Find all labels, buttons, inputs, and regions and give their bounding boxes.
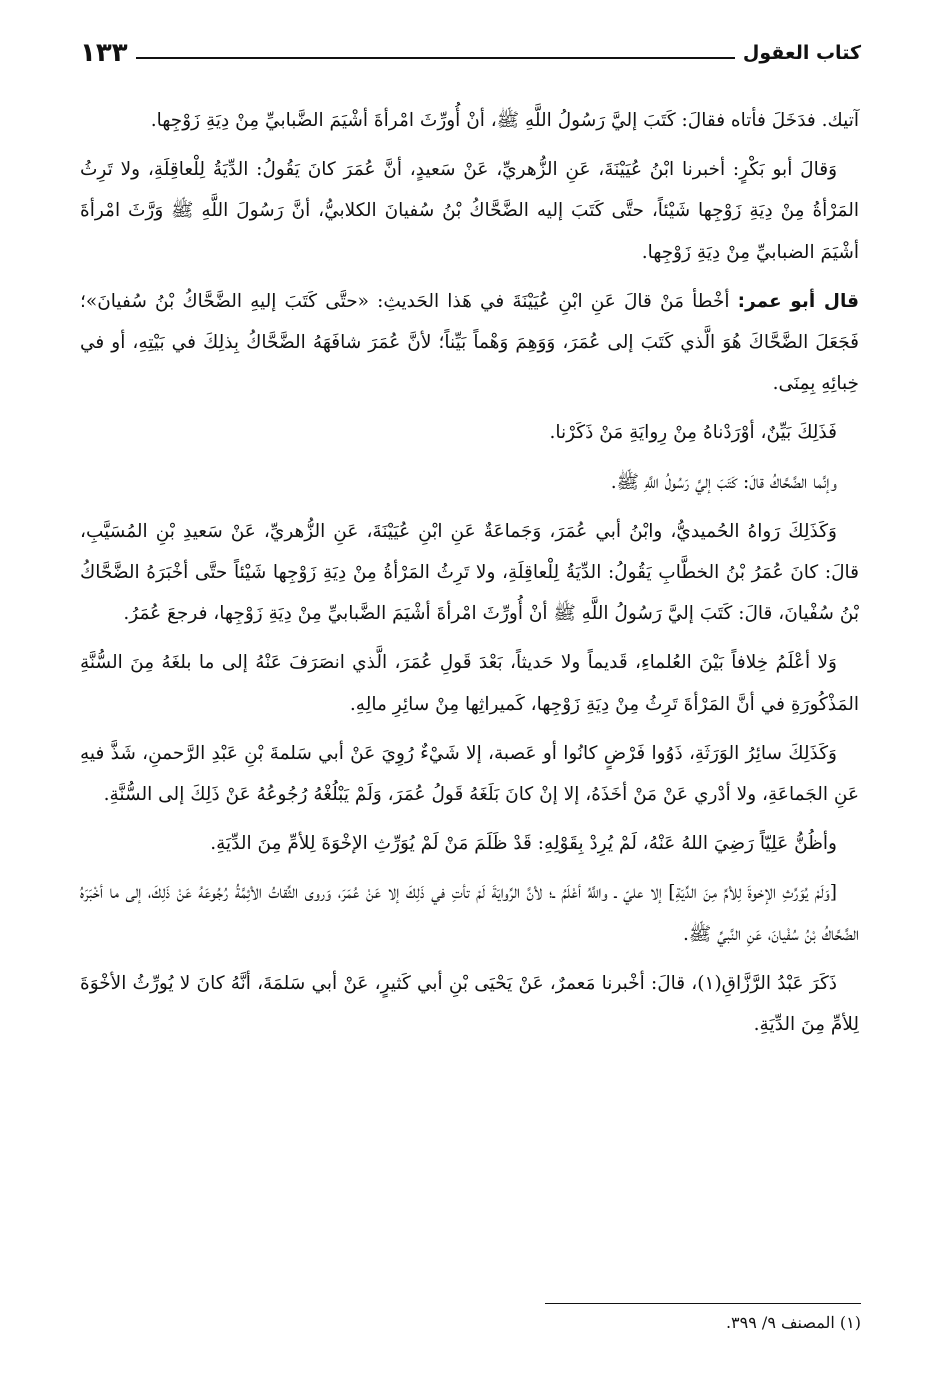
paragraph: وَكَذَلِكَ سائِرُ الوَرَثَةِ، ذَوُوا فَرْضٍ كانُوا أو عَصبة، إلا شَيْءٌ رُوِيَ عَنْ أبي سَلمةَ بْنِ عَبْدِ الرَّحمنِ، شَذَّ فيهِ عَنِ الجَماعَةِ، ولا أدْري عَنْ مَنْ أخَذَهُ، إلا إنْ كانَ بَلَغَهُ قَولُ عُمَرَ، وَلَمْ يَبْلُغْهُ رُجُوعُهُ عَنْ ذَلِكَ إلى السُّنَّةِ.: [80, 742, 859, 806]
paragraph-body: أخْطأ مَنْ قالَ عَنِ ابْنِ عُيَيْنَةَ في هَذا الحَديثِ: «حتَّى كَتَبَ إليهِ الضَّحَّاكُ بْنُ سُفيانَ»؛ فَجَعَلَ الضَّحَّاكَ هُوَ الَّذي كَتَبَ إلى عُمَرَ، وَوَهِمَ وَهْماً بَيِّناً؛ لأنَّ عُمَرَ شافَهَهُ الضَّحَّاكُ بِذلِكَ في بَيْتِهِ، أو في خِبائِهِ بِمِنَى.: [80, 290, 859, 395]
paragraph: وَلا أعْلَمُ خِلافاً بَيْنَ العُلماءِ، قَديماً ولا حَديثاً، بَعْدَ قَولِ عُمَرَ، الَّذي انصَرَفَ عَنْهُ إلى ما بلغَهُ مِنَ السُّنَّةِ المَذْكُورَةِ في أنَّ المَرْأةَ تَرِثُ مِنْ دِيَةِ زَوْجِها، كَميراثِها مِنْ سائِرِ مالِهِ.: [80, 652, 859, 715]
main-text: [80, 100, 859, 1053]
paragraph: [80, 281, 859, 405]
paragraph: وأظُنُّ عَلِيّاً رَضِيَ اللهُ عَنْهُ، لَمْ يُرِدْ بِقَوْلِهِ: قَدْ ظَلَمَ مَنْ لَمْ يُوَرِّثِ الإخْوَةَ لِلأمِّ مِنَ الدِّيَةِ.: [210, 833, 837, 855]
header-rule: [136, 57, 735, 59]
paragraph: [وَلَمْ يُوَرِّثِ الإخوةَ لِلأمِّ مِنَ الدِّيَةِ] إلا عليّ ـ واللَّهُ أعْلَمُ ـ؛ لأنَّ الرِّوايَةَ لَمْ تأتِ في ذَلِكَ إلا عَنْ عُمَرَ، وَروى الثِّقاتُ الأئِمَّةُ رُجُوعَهُ عَنْ ذَلِكَ، إلى ما أخْبَرَهُ الضَّحَّاكُ بْنُ سُفْيانَ، عَنِ النَّبيِّ ﷺ.: [80, 882, 859, 945]
paragraph: فَذَلِكَ بَيِّنٌ، أوْرَدْناهُ مِنْ رِوايَةِ مَنْ ذَكَرْنا.: [549, 422, 837, 444]
paragraph: وَكَذَلِكَ رَواهُ الحُميديُّ، وابْنُ أبي عُمَرَ، وَجَماعَةٌ عَنِ ابْنِ عُيَيْنَةَ، عَنِ الزُّهريِّ، عَنْ سَعيدِ بْنِ المُسَيَّبِ، قالَ: كانَ عُمَرُ بْنُ الخطَّابِ يَقُولُ: الدِّيَةُ لِلْعاقِلَةِ، ولا تَرِثُ المَرْأةُ مِنْ دِيَةِ زَوْجِها شَيْئاً حتَّى أخْبَرَهُ الضَّحَّاكُ بْنُ سُفْيانَ، قالَ: كَتَبَ إليَّ رَسُولُ اللَّهِ ﷺ أنْ أُورِّثَ امْرأةَ أشْيَمَ الضَّبابيِّ مِنْ دِيَةِ زَوْجِها، فرجعَ عُمَرُ.: [80, 520, 859, 625]
page-number: ١٣٣: [80, 38, 128, 68]
paragraph: آتيك. فدَخَلَ فأتاه فقالَ: كَتَبَ إليَّ رَسُولُ اللَّهِ ﷺ، أنْ أُورِّثَ امْرأةَ أشْيَمَ الضَّبابيِّ مِنْ دِيَةِ زَوْجِها.: [150, 110, 859, 131]
running-title: كتاب العقول: [742, 42, 861, 64]
footnote: (١) المصنف ٩/ ٣٩٩.: [725, 1313, 861, 1332]
paragraph-lead: قال أبو عمر:: [737, 290, 860, 312]
page-header: [80, 28, 861, 68]
paragraph: وَقالَ أبو بَكْرٍ: أخبرنا ابْنُ عُيَيْنَةَ، عَنِ الزُّهريِّ، عَنْ سَعيدٍ، أنَّ عُمَرَ كانَ يَقُولُ: الدِّيَةُ لِلْعاقِلَةِ، ولا تَرِثُ المَرْأةُ مِنْ دِيَةِ زَوْجِها شَيْئاً، حتَّى كَتَبَ إليه الضَّحَّاكُ بْنُ سُفيانَ الكلابيُّ، أنَّ رَسُولَ اللَّهِ ﷺ وَرَّثَ امْرأةَ أشْيَمَ الضبابيِّ مِنْ دِيَةِ زَوْجِها.: [80, 159, 859, 263]
paragraph: وإنَّما الضَّحَّاكُ قالَ: كَتَبَ إليَّ رَسُولُ اللَّهِ ﷺ.: [610, 471, 837, 493]
footnote-divider: [545, 1303, 861, 1304]
paragraph: ذَكَرَ عَبْدُ الرَّزَّاقِ(١)، قالَ: أخْبرنا مَعمرٌ، عَنْ يَحْيَى بْنِ أبي كَثيرٍ، عَنْ أبي سَلمَةَ، أنَّهُ كانَ لا يُورِّثُ الأخْوَةَ لِلأمِّ مِنَ الدِّيَةِ.: [80, 972, 859, 1036]
